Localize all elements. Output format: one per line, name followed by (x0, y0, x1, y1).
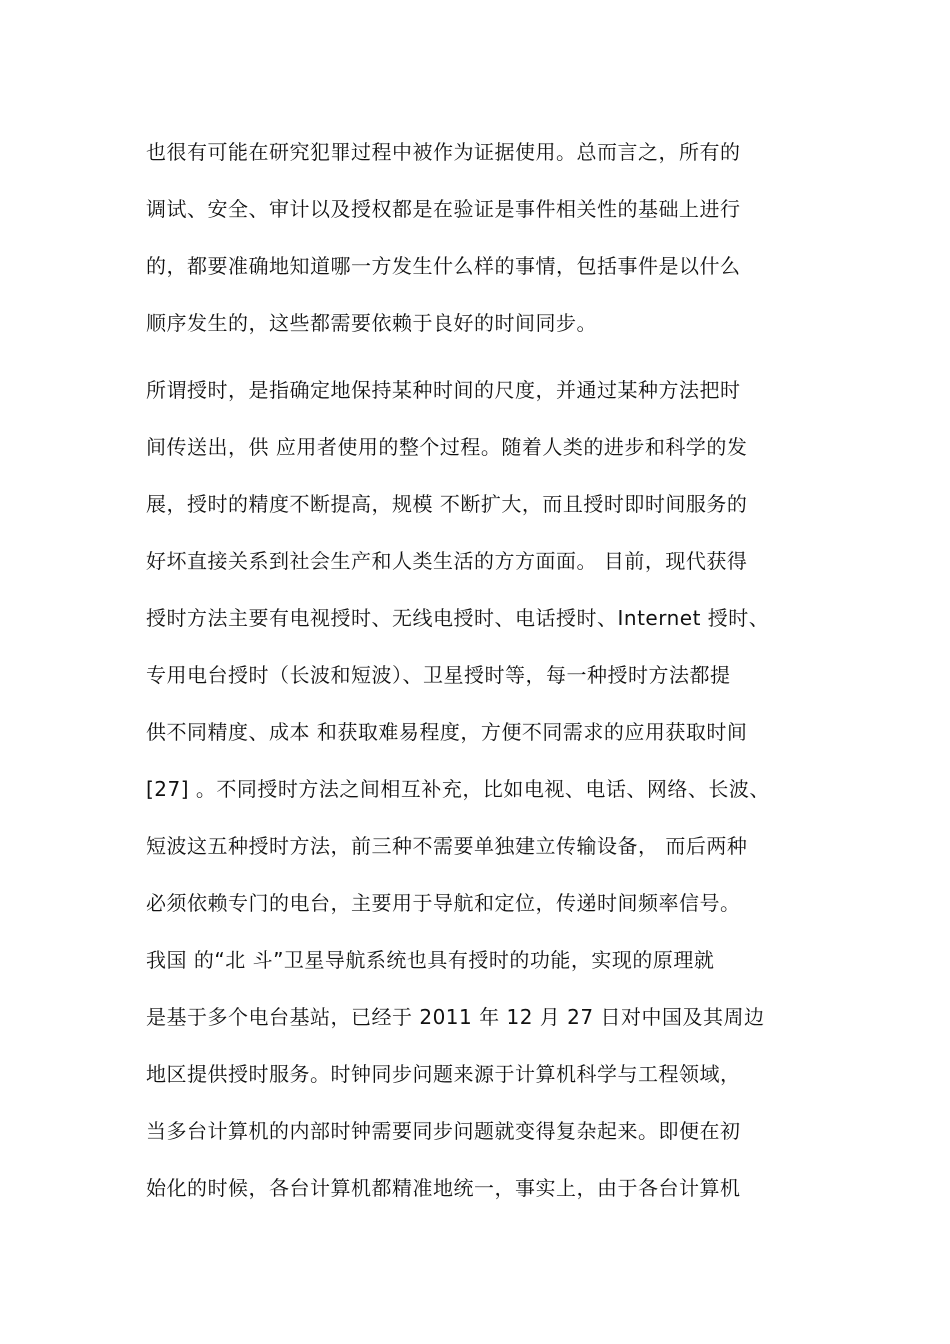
text-line: 所谓授时，是指确定地保持某种时间的尺度，并通过某种方法把时 (146, 378, 741, 402)
text-line: 短波这五种授时方法，前三种不需要单独建立传输设备， 而后两种 (146, 834, 748, 858)
text-line: 展，授时的精度不断提高，规模 不断扩大，而且授时即时间服务的 (146, 492, 748, 516)
text-line: 的，都要准确地知道哪一方发生什么样的事情，包括事件是以什么 (146, 254, 741, 278)
text-line: 地区提供授时服务。时钟同步问题来源于计算机科学与工程领域， (146, 1062, 741, 1086)
text-line: 调试、安全、审计以及授权都是在验证是事件相关性的基础上进行 (146, 197, 741, 221)
text-line: 是基于多个电台基站，已经于 2011 年 12 月 27 日对中国及其周边 (146, 1005, 765, 1029)
text-line: 间传送出，供 应用者使用的整个过程。随着人类的进步和科学的发 (146, 435, 748, 459)
text-line: 始化的时候，各台计算机都精准地统一，事实上，由于各台计算机 (146, 1176, 741, 1200)
text-line: 也很有可能在研究犯罪过程中被作为证据使用。总而言之，所有的 (146, 140, 741, 164)
text-line: 我国 的“北 斗”卫星导航系统也具有授时的功能，实现的原理就 (146, 948, 715, 972)
text-line: 顺序发生的，这些都需要依赖于良好的时间同步。 (146, 311, 597, 335)
text-line: [27] 。不同授时方法之间相互补充，比如电视、电话、网络、长波、 (146, 777, 770, 801)
text-line: 授时方法主要有电视授时、无线电授时、电话授时、Internet 授时、 (146, 606, 770, 630)
text-line: 专用电台授时（长波和短波）、卫星授时等，每一种授时方法都提 (146, 663, 731, 687)
text-line: 供不同精度、成本 和获取难易程度，方便不同需求的应用获取时间 (146, 720, 748, 744)
text-line: 好坏直接关系到社会生产和人类生活的方方面面。 目前，现代获得 (146, 549, 748, 573)
text-line: 必须依赖专门的电台，主要用于导航和定位，传递时间频率信号。 (146, 891, 741, 915)
text-line: 当多台计算机的内部时钟需要同步问题就变得复杂起来。即便在初 (146, 1119, 741, 1143)
